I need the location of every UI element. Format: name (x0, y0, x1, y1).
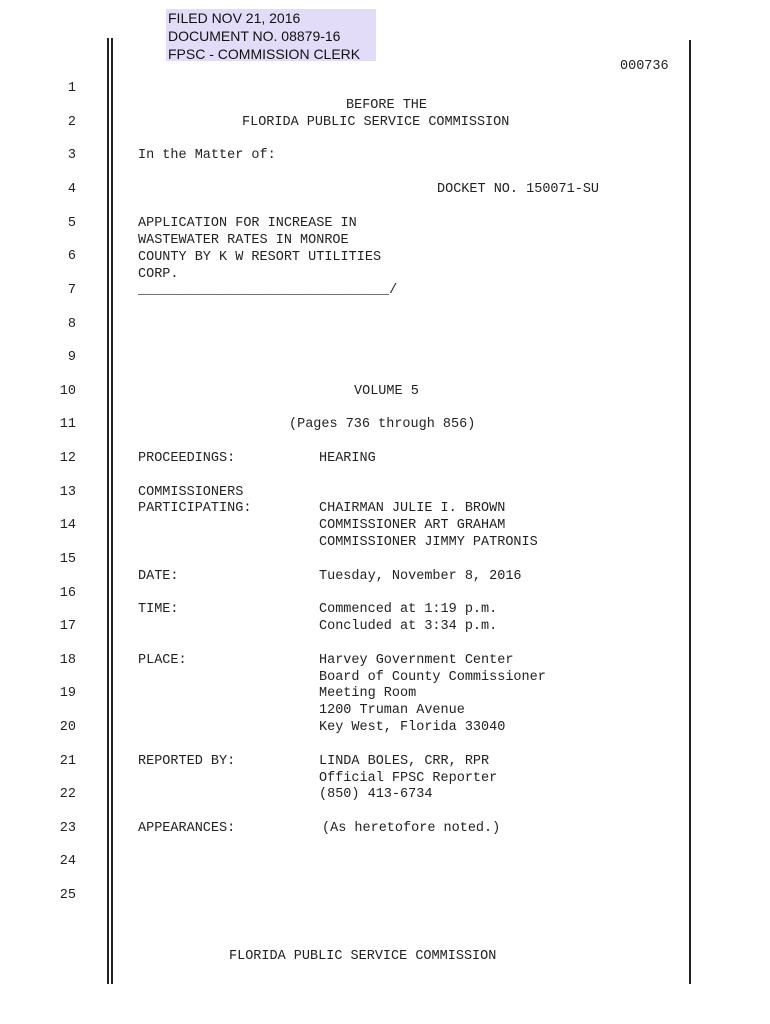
commissioners-label: COMMISSIONERS (138, 485, 244, 500)
line-number: 9 (67, 350, 76, 365)
filing-stamp-document: DOCUMENT NO. 08879-16 (168, 28, 341, 44)
line-number: 15 (59, 552, 76, 567)
time-concluded: Concluded at 3:34 p.m. (319, 619, 498, 634)
left-margin-rule-inner (111, 38, 113, 984)
matter-intro: In the Matter of: (138, 148, 276, 163)
caption-end-line: _______________________________/ (138, 283, 398, 298)
place-line: Key West, Florida 33040 (319, 720, 506, 735)
line-number: 10 (59, 384, 76, 399)
time-commenced: Commenced at 1:19 p.m. (319, 602, 498, 617)
filing-stamp-clerk: FPSC - COMMISSION CLERK (168, 46, 361, 62)
date-value: Tuesday, November 8, 2016 (319, 569, 522, 584)
filing-stamp (166, 9, 376, 61)
reporter-line: LINDA BOLES, CRR, RPR (319, 754, 490, 769)
caption-line: APPLICATION FOR INCREASE IN (138, 216, 357, 231)
left-margin-rule-outer (107, 38, 109, 984)
line-number: 25 (59, 888, 76, 903)
caption-line: COUNTY BY K W RESORT UTILITIES (138, 250, 382, 265)
right-margin-rule (689, 40, 691, 984)
volume-pages: (Pages 736 through 856) (289, 417, 476, 432)
line-number: 21 (59, 754, 76, 769)
appearances-value: (As heretofore noted.) (322, 821, 501, 836)
commissioner-name: COMMISSIONER JIMMY PATRONIS (319, 535, 538, 550)
reporter-line: (850) 413-6734 (319, 787, 433, 802)
line-number: 22 (59, 787, 76, 802)
proceedings-label: PROCEEDINGS: (138, 451, 236, 466)
date-label: DATE: (138, 569, 179, 584)
reported-by-label: REPORTED BY: (138, 754, 236, 769)
line-number: 1 (67, 81, 76, 96)
docket-number: DOCKET NO. 150071-SU (437, 182, 600, 197)
line-number: 17 (59, 619, 76, 634)
line-number: 3 (67, 148, 76, 163)
reporter-line: Official FPSC Reporter (319, 771, 498, 786)
line-number: 11 (59, 417, 76, 432)
commissioner-name: CHAIRMAN JULIE I. BROWN (319, 501, 506, 516)
line-number: 7 (67, 283, 76, 298)
place-line: 1200 Truman Avenue (319, 703, 465, 718)
caption-line: WASTEWATER RATES IN MONROE (138, 233, 349, 248)
participating-label: PARTICIPATING: (138, 501, 252, 516)
proceedings-value: HEARING (319, 451, 376, 466)
line-number: 13 (59, 485, 76, 500)
page-number: 000736 (620, 59, 669, 74)
line-number: 12 (59, 451, 76, 466)
volume-title: VOLUME 5 (354, 384, 419, 399)
header-commission: FLORIDA PUBLIC SERVICE COMMISSION (242, 115, 510, 130)
filing-stamp-date: FILED NOV 21, 2016 (168, 10, 301, 26)
commissioner-name: COMMISSIONER ART GRAHAM (319, 518, 506, 533)
line-number: 2 (67, 115, 76, 130)
line-number: 5 (67, 216, 76, 231)
line-number: 4 (67, 182, 76, 197)
line-number: 16 (59, 586, 76, 601)
caption-line: CORP. (138, 267, 179, 282)
line-number: 19 (59, 686, 76, 701)
place-line: Board of County Commissioner (319, 670, 546, 685)
line-number: 24 (59, 854, 76, 869)
appearances-label: APPEARANCES: (138, 821, 236, 836)
header-before: BEFORE THE (346, 98, 428, 113)
place-line: Harvey Government Center (319, 653, 514, 668)
line-number: 8 (67, 317, 76, 332)
place-line: Meeting Room (319, 686, 417, 701)
page-footer: FLORIDA PUBLIC SERVICE COMMISSION (229, 949, 497, 964)
time-label: TIME: (138, 602, 179, 617)
line-number: 6 (67, 249, 76, 264)
line-number: 20 (59, 720, 76, 735)
line-number: 14 (59, 518, 76, 533)
place-label: PLACE: (138, 653, 187, 668)
line-number: 18 (59, 653, 76, 668)
line-number: 23 (59, 821, 76, 836)
